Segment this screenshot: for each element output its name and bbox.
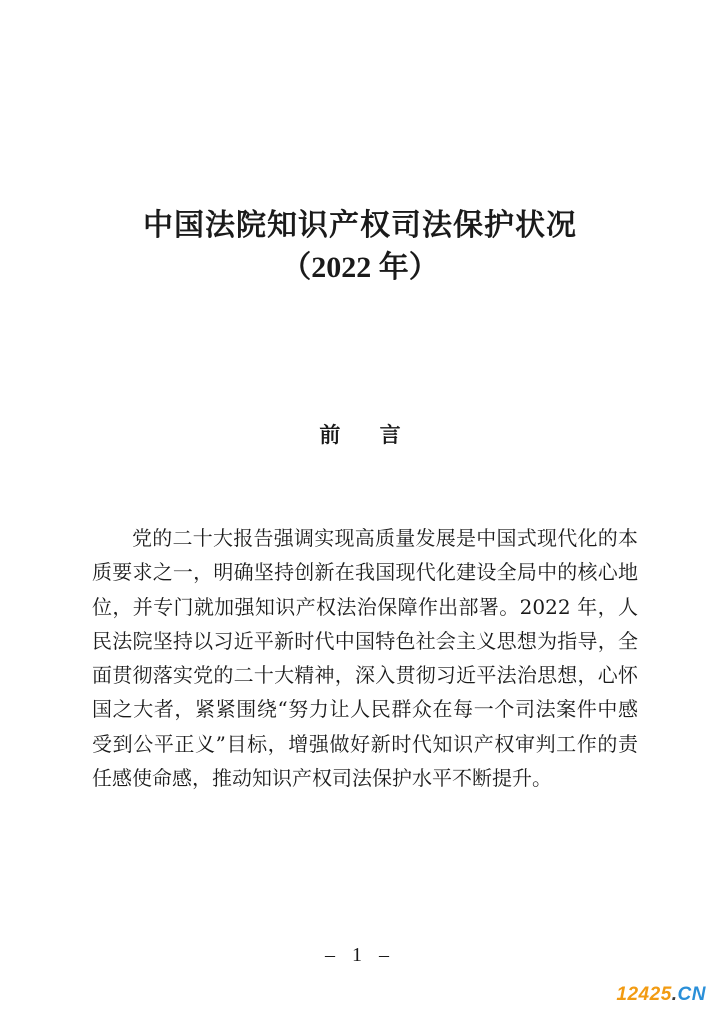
document-title: 中国法院知识产权司法保护状况 xyxy=(143,208,577,243)
preface-paragraph: 党的二十大报告强调实现高质量发展是中国式现代化的本质要求之一，明确坚持创新在我国现代化建设全局中的核心地位，并专门就加强知识产权法治保障作出部署。2022 年，人民法院坚持以习近平新时代中国特色社会主义思想为指导，全面贯彻落实党的二十大精神，深入贯彻习近平法治思想，心怀国之大者，紧紧围绕“努力让人民群众在每一个司法案件中感受到公平正义”目标，增强做好新时代知识产权审判工作的责任感使命感，推动知识产权司法保护水平不断提升。 xyxy=(92,526,638,791)
watermark-number: 12425 xyxy=(616,984,672,1005)
watermark-suffix: CN xyxy=(677,984,706,1005)
site-watermark-logo xyxy=(616,984,706,1006)
section-heading-preface: 前 言 xyxy=(319,423,417,447)
document-subtitle: （2022 年） xyxy=(281,251,439,284)
page-number: – 1 – xyxy=(325,944,395,966)
watermark-dot: . xyxy=(671,984,678,1005)
